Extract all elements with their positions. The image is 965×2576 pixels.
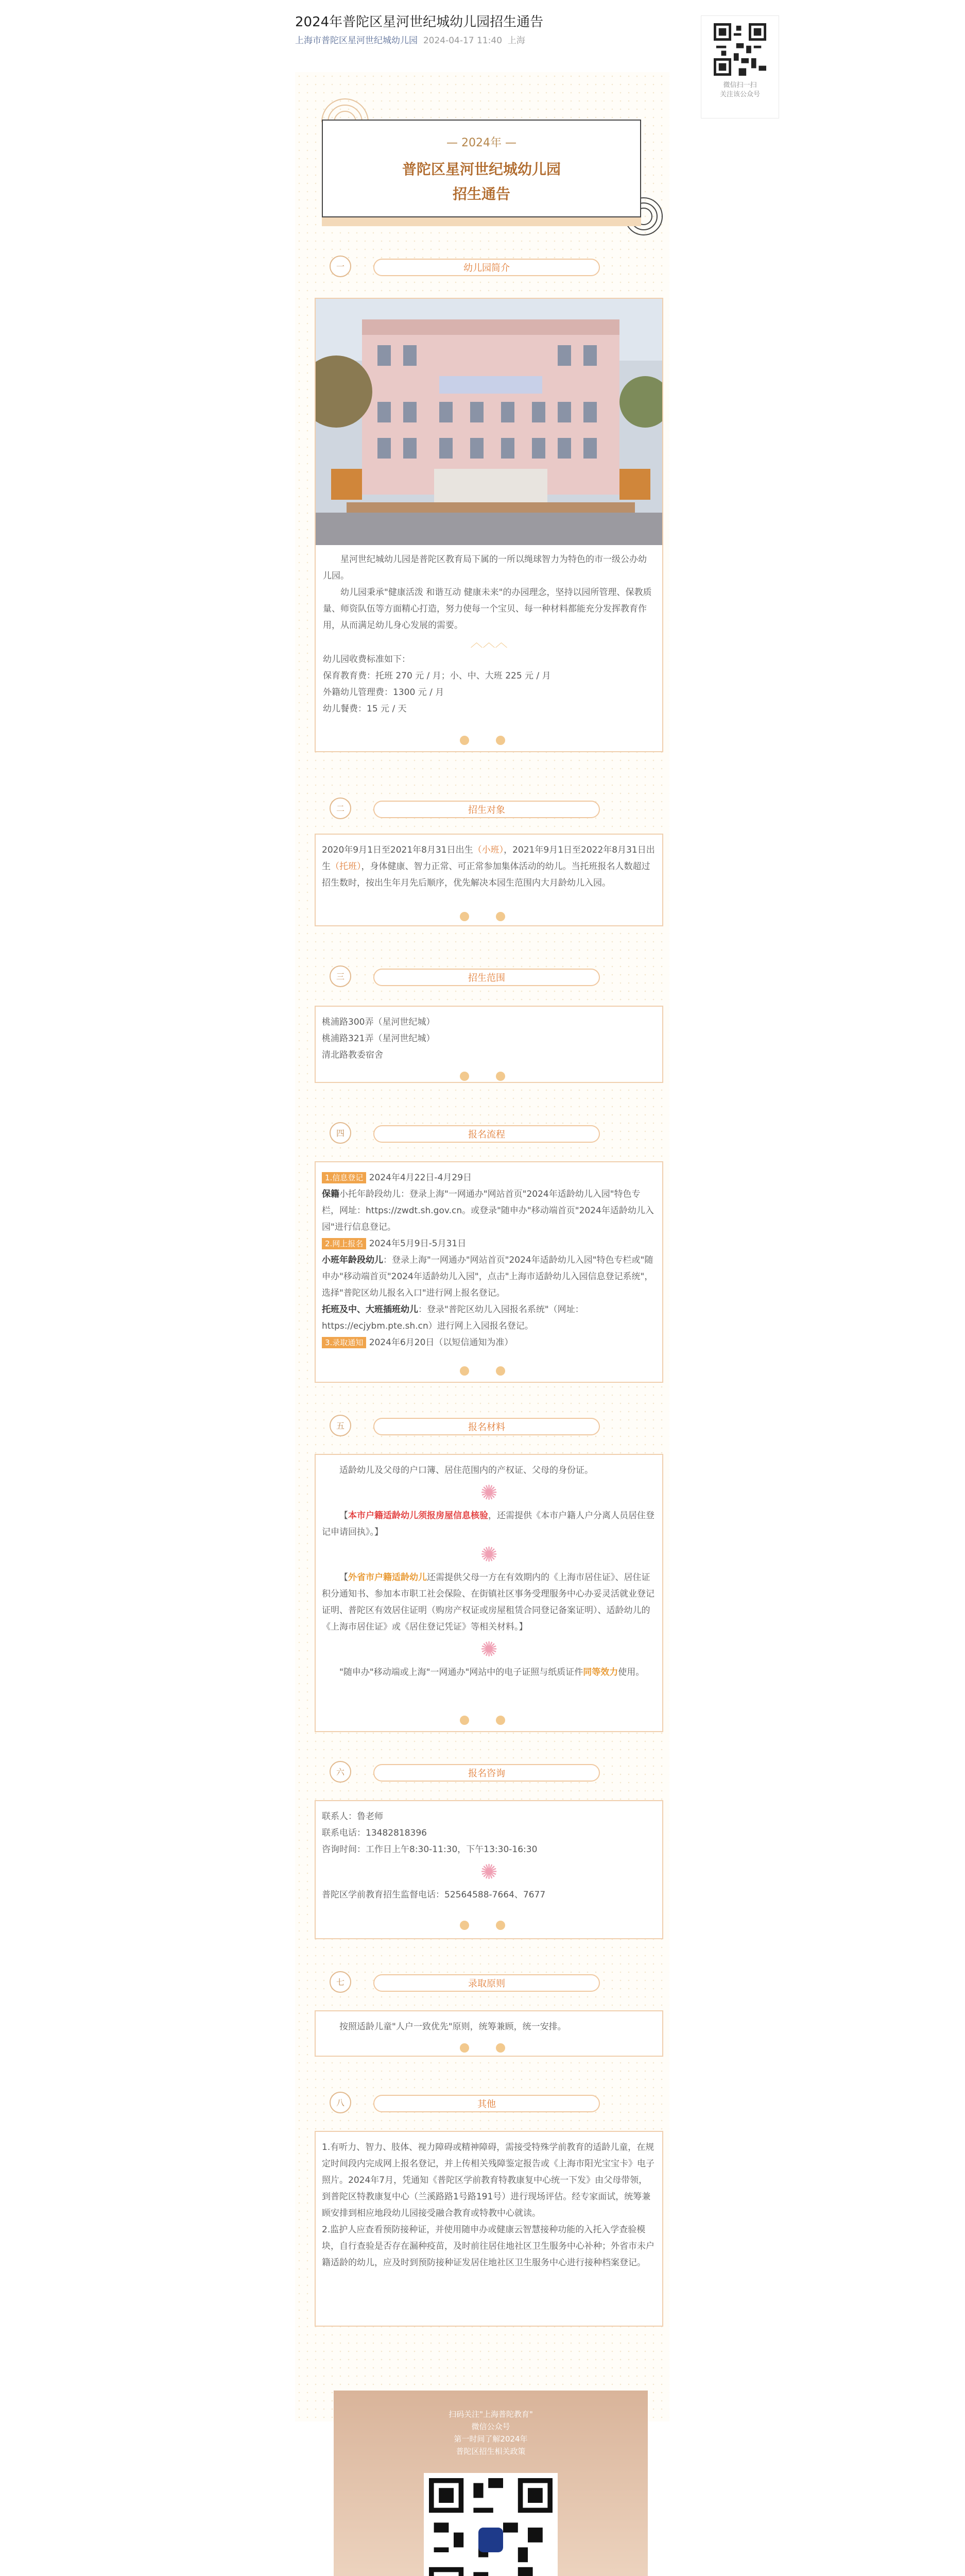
flower-icon: ✺ xyxy=(480,1543,498,1567)
admission-text: 按照适龄儿童"人户一致优先"原则，统筹兼顾，统一安排。 xyxy=(339,2022,566,2032)
promo-line: 扫码关注"上海普陀教育" xyxy=(449,2410,533,2419)
publish-location: 上海 xyxy=(507,36,525,46)
flower-icon: ✺ xyxy=(480,1638,498,1662)
account-link[interactable]: 上海市普陀区星河世纪城幼儿园 xyxy=(295,36,418,46)
promo-line: 普陀区招生相关政策 xyxy=(456,2447,526,2456)
materials-paragraph: 适龄幼儿及父母的户口簿、居住范围内的产权证、父母的身份证。 xyxy=(339,1465,593,1476)
contact-person: 联系人：鲁老师 xyxy=(322,1811,383,1822)
contact-hours: 咨询时间：工作日上午8:30-11:30，下午13:30-16:30 xyxy=(322,1844,538,1855)
fees-title: 幼儿园收费标准如下： xyxy=(323,654,410,665)
range-item: 桃浦路321弄（星河世纪城） xyxy=(322,1033,435,1044)
materials-highlight: 同等效力 xyxy=(583,1667,618,1677)
step-tag: 1.信息登记 xyxy=(322,1172,366,1183)
promo-banner xyxy=(334,2391,648,2576)
target-highlight: （托班） xyxy=(331,861,361,872)
step-text: ：登录"普陀区幼儿入园报名系统"（网址：https://ecjybm.pte.sh.cn）进行网上入园报名登记。 xyxy=(322,1304,584,1331)
materials-highlight: 外省市户籍适龄幼儿 xyxy=(348,1572,427,1583)
materials-text: "随申办"移动端或上海"一网通办"网站中的电子证照与纸质证件 xyxy=(339,1667,583,1677)
section-number: 五 xyxy=(330,1415,351,1436)
bracket: 【 xyxy=(339,1511,348,1521)
dots-divider xyxy=(295,1072,669,1083)
article-meta xyxy=(295,33,525,46)
section-card-materials xyxy=(315,1454,663,1732)
dots-divider xyxy=(295,1921,669,1932)
other-paragraph: 2.监护人应查看预防接种证，并使用随申办或健康云智慧接种功能的入托入学查验模块，自行查验是否存在漏种疫苗，及时前往居住地社区卫生服务中心补种；外省市未户籍适龄的幼儿，应及时到预防接种证发居住地社区卫生服务中心进行接种档案登记。 xyxy=(322,2225,654,2268)
materials-text: 还需提供父母一方在有效期内的《上海市居住证》、居住证积分通知书、参加本市职工社会保险、在街镇社区事务受理服务中心办妥灵活就业登记证明、普陀区有效居住证明（购房产权证或房屋租赁合同登记备案证明）、适龄幼儿的《上海市居住证》或《居住登记凭证》等相关材料。】 xyxy=(322,1572,654,1632)
fee-item: 外籍幼儿管理费：1300 元 / 月 xyxy=(323,687,444,698)
section-number: 八 xyxy=(330,2092,351,2113)
section-number: 一 xyxy=(330,256,351,277)
section-card-contact xyxy=(315,1800,663,1939)
section-number: 六 xyxy=(330,1761,351,1783)
dots-divider xyxy=(295,2043,669,2055)
step-date: 2024年5月9日-5月31日 xyxy=(369,1239,467,1249)
dots-divider xyxy=(295,1716,669,1727)
school-building-photo xyxy=(316,299,662,545)
section-card-process xyxy=(315,1161,663,1383)
materials-highlight: 本市户籍适龄幼儿须报房屋信息核验 xyxy=(348,1511,488,1521)
contact-phone[interactable]: 联系电话：13482818396 xyxy=(322,1828,427,1838)
section-heading-admission: 录取原则 xyxy=(373,1974,600,1992)
follow-qr-box[interactable] xyxy=(701,15,779,118)
fee-item: 幼儿餐费：15 元 / 天 xyxy=(323,704,407,714)
target-text: ，身体健康、智力正常、可正常参加集体活动的幼儿。当托班报名人数超过招生数时，按出生年月先后顺序，优先解决本园生范围内大月龄幼儿入园。 xyxy=(322,861,650,888)
hero-banner xyxy=(322,120,641,217)
hero-subtitle: 招生通告 xyxy=(452,185,510,202)
step-date: 2024年6月20日（以短信通知为准） xyxy=(369,1337,513,1348)
section-heading-target: 招生对象 xyxy=(373,801,600,818)
fee-item: 保育教育费：托班 270 元 / 月；小、中、大班 225 元 / 月 xyxy=(323,671,551,681)
dots-divider xyxy=(295,1366,669,1378)
flower-icon: ✺ xyxy=(480,1481,498,1505)
section-heading-other: 其他 xyxy=(373,2095,600,2112)
step-bold: 小班年龄段幼儿 xyxy=(322,1255,383,1265)
promo-qr-code-icon[interactable] xyxy=(424,2473,558,2576)
step-bold: 托班及中、大班插班幼儿 xyxy=(322,1304,418,1315)
materials-text: ，还需提供《本市户籍人户分离人员居住登记申请回执》。】 xyxy=(322,1511,654,1537)
target-text: 2020年9月1日至2021年8月31日出生 xyxy=(322,845,473,855)
intro-paragraph-1: 星河世纪城幼儿园是普陀区教育局下属的一所以绳球智力为特色的市一级公办幼儿园。 xyxy=(323,554,647,581)
section-heading-intro: 幼儿园简介 xyxy=(373,259,600,276)
section-number: 三 xyxy=(330,965,351,987)
promo-line: 第一时间了解2024年 xyxy=(454,2434,528,2444)
section-heading-process: 报名流程 xyxy=(373,1125,600,1143)
section-heading-contact: 报名咨询 xyxy=(373,1764,600,1782)
section-card-other xyxy=(315,2131,663,2327)
materials-text: 使用。 xyxy=(618,1667,645,1677)
divider-icon: ︿︿︿ xyxy=(470,635,508,650)
article-title: 2024年普陀区星河世纪城幼儿园招生通告 xyxy=(295,14,544,30)
flower-icon: ✺ xyxy=(480,1860,498,1884)
intro-paragraph-2: 幼儿园秉承"健康活泼 和谐互动 健康未来"的办园理念，坚持以园所管理、保教质量、师资队伍等方面精心打造，努力使每一个宝贝、每一种材料都能充分发挥教育作用，从而满足幼儿身心发展的需要。 xyxy=(323,587,652,631)
target-text: ，2021年9月1日至2022年8月31日出生 xyxy=(322,845,655,872)
publish-date: 2024-04-17 11:40 xyxy=(423,36,503,46)
range-item: 桃浦路300弄（星河世纪城） xyxy=(322,1017,435,1027)
step-text: ：登录上海"一网通办"网站首页"2024年适龄幼儿入园"特色专栏或"随申办"移动端首页"2024年适龄幼儿入园"，点击"上海市适龄幼儿入园信息登记系统"，选择"普陀区幼儿报名入口"进行网上报名登记。 xyxy=(322,1255,653,1298)
step-tag: 2.网上报名 xyxy=(322,1238,366,1249)
step-tag: 3.录取通知 xyxy=(322,1337,366,1348)
section-number: 二 xyxy=(330,798,351,819)
hero-year: — 2024年 — xyxy=(446,137,516,149)
section-number: 七 xyxy=(330,1971,351,1993)
dots-divider xyxy=(295,736,669,747)
section-number: 四 xyxy=(330,1122,351,1144)
step-text: 小托年龄段幼儿：登录上海"一网通办"网站首页"2024年适龄幼儿入园"特色专栏，网址：https://zwdt.sh.gov.cn。或登录"随申办"移动端首页"2024年适龄幼儿入园"进行信息登记。 xyxy=(322,1189,654,1232)
section-card-intro xyxy=(315,298,663,752)
target-highlight: （小班） xyxy=(473,845,504,855)
step-bold: 保籍 xyxy=(322,1189,339,1199)
range-item: 清北路教委宿舍 xyxy=(322,1050,383,1060)
hero-school-name: 普陀区星河世纪城幼儿园 xyxy=(402,161,561,178)
promo-line: 微信公众号 xyxy=(471,2422,510,2431)
step-date: 2024年4月22日-4月29日 xyxy=(369,1173,472,1183)
qr-caption-1: 微信扫一扫 xyxy=(723,81,757,89)
other-paragraph: 1.有听力、智力、肢体、视力障碍或精神障碍，需接受特殊学前教育的适龄儿童，在规定时间段内完成网上报名登记，并上传相关残障鉴定报告或《上海市阳光宝宝卡》电子照片。2024年7月，凭通知《普陀区学前教育特教康复中心统一下发》由父母带领，到普陀区特教康复中心（兰溪路路1号路191号）进行现场评估。经专家面试，统筹兼顾安排到相应地段幼儿园接受融合教育或特教中心就读。 xyxy=(322,2142,654,2218)
supervision-phone[interactable]: 普陀区学前教育招生监督电话：52564588-7664、7677 xyxy=(322,1890,546,1900)
section-heading-range: 招生范围 xyxy=(373,969,600,986)
promo-text xyxy=(334,2408,648,2458)
bracket: 【 xyxy=(339,1572,348,1583)
qr-caption-2: 关注该公众号 xyxy=(719,91,760,98)
qr-code-icon xyxy=(714,23,766,76)
dots-divider xyxy=(295,912,669,923)
section-heading-materials: 报名材料 xyxy=(373,1418,600,1435)
